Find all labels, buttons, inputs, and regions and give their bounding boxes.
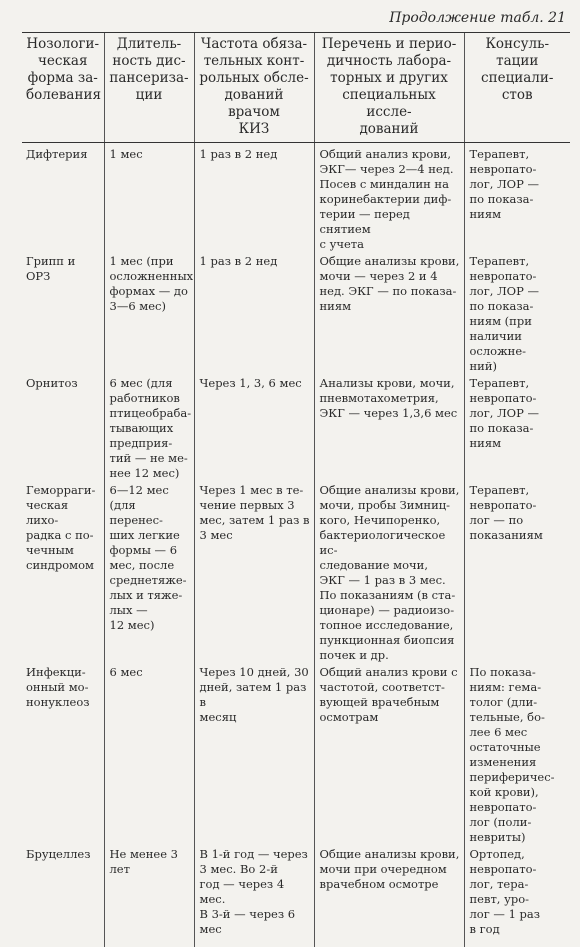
cell-frequency: 1 раз в 2 нед bbox=[194, 252, 314, 374]
cell-duration: 6—12 мес (для перенес- ших легкие формы — 6 мес, после среднетяже- лых и тяже- лых — 12 мес) bbox=[104, 481, 194, 663]
cell-disease: Геморраги- ческая лихо- радка с по- чечным синдромом bbox=[26, 483, 96, 572]
cell-disease: Грипп и ОРЗ bbox=[26, 254, 76, 283]
cell-disease: Инфекци- онный мо- нонуклеоз bbox=[26, 665, 90, 709]
cell-frequency: Через 1 мес в те- чение первых 3 мес, затем 1 раз в 3 мес bbox=[194, 481, 314, 663]
cell-duration: 1 мес (при осложненных формах — до 3—6 мес) bbox=[104, 252, 194, 374]
cell-frequency: Через 10 дней, 30 дней, затем 1 раз в месяц bbox=[194, 663, 314, 845]
cell-frequency: Через 1, 3, 6 мес bbox=[194, 374, 314, 481]
cell-frequency: В 1-й год — через 3 мес. Во 2-й год — через 4 мес. В 3-й — через 6 мес bbox=[194, 845, 314, 947]
cell-duration: 1 мес bbox=[104, 143, 194, 253]
cell-consultations: Терапевт, невропато- лог, ЛОР — по показа- ниям bbox=[464, 143, 570, 253]
header-disease: Нозологи- ческая форма за- болевания bbox=[22, 33, 104, 143]
table-row bbox=[22, 252, 570, 374]
table-row bbox=[22, 374, 570, 481]
header-tests: Перечень и перио- дичность лабора- торных и других специальных иссле- дований bbox=[314, 33, 464, 143]
cell-tests: Общие анализы крови, мочи при очередном врачебном осмотре bbox=[314, 845, 464, 947]
cell-frequency: 1 раз в 2 нед bbox=[194, 143, 314, 253]
cell-tests: Общий анализ крови с частотой, соответст- вующей врачебным осмотрам bbox=[314, 663, 464, 845]
header-frequency: Частота обяза- тельных конт- рольных обсле- дований врачом КИЗ bbox=[194, 33, 314, 143]
cell-disease: Дифтерия bbox=[26, 147, 88, 161]
table-row bbox=[22, 143, 570, 253]
cell-tests: Общие анализы крови, мочи — через 2 и 4 нед. ЭКГ — по показа- ниям bbox=[314, 252, 464, 374]
cell-duration: Не менее 3 лет bbox=[104, 845, 194, 947]
cell-consultations: Терапевт, невропато- лог — по показаниям bbox=[464, 481, 570, 663]
table-row bbox=[22, 481, 570, 663]
cell-consultations: Ортопед, невропато- лог, тера- певт, уро- лог — 1 раз в год bbox=[464, 845, 570, 947]
table-row bbox=[22, 663, 570, 845]
cell-consultations: Терапевт, невропато- лог, ЛОР — по показа- ниям bbox=[464, 374, 570, 481]
cell-duration: 6 мес bbox=[104, 663, 194, 845]
cell-duration: 6 мес (для работников птицеобраба- тывающих предприя- тий — не ме- нее 12 мес) bbox=[104, 374, 194, 481]
dispensary-table bbox=[22, 32, 570, 947]
header-consultations: Консуль- тации специали- стов bbox=[464, 33, 570, 143]
cell-tests: Анализы крови, мочи, пневмотахометрия, ЭКГ — через 1,3,6 мес bbox=[314, 374, 464, 481]
cell-consultations: Терапевт, невропато- лог, ЛОР — по показа- ниям (при наличии осложне- ний) bbox=[464, 252, 570, 374]
cell-consultations: По показа- ниям: гема- толог (дли- тельные, бо- лее 6 мес остаточные изменения периферичес- кой крови), невропато- лог (поли- невриты) bbox=[464, 663, 570, 845]
table-row bbox=[22, 845, 570, 947]
cell-disease: Орнитоз bbox=[26, 376, 78, 390]
header-duration: Длитель- ность дис- пансериза- ции bbox=[104, 33, 194, 143]
cell-tests: Общие анализы крови, мочи, пробы Зимниц- кого, Нечипоренко, бактериологическое ис- следование мочи, ЭКГ — 1 раз в 3 мес. По показаниям (в ста- ционаре) — радиоизо- топное исследование, пункционная биопсия почек и др. bbox=[314, 481, 464, 663]
table-caption: Продолжение табл. 21 bbox=[389, 10, 566, 26]
table-header-row bbox=[22, 33, 570, 143]
cell-disease: Бруцеллез bbox=[26, 847, 91, 861]
cell-tests: Общий анализ крови, ЭКГ— через 2—4 нед. Посев с миндалин на коринебактерии диф- терии — перед снятием с учета bbox=[314, 143, 464, 253]
